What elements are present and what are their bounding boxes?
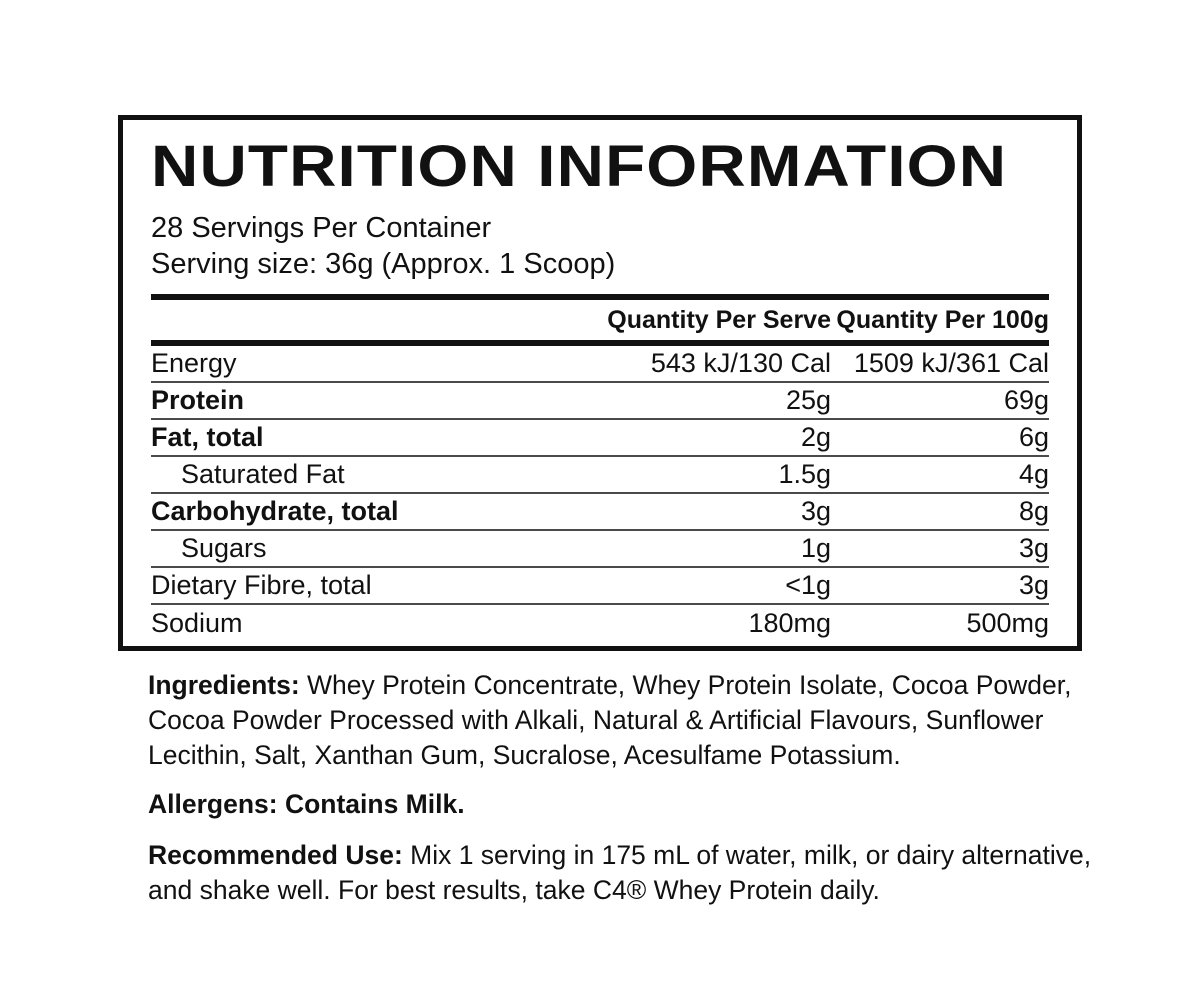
allergens-heading: Allergens: — [148, 789, 278, 819]
header-per-100g: Quantity Per 100g — [836, 305, 1049, 334]
table-row — [151, 457, 1049, 494]
table-row — [151, 568, 1049, 605]
nutrient-label: Sodium — [151, 608, 243, 638]
nutrient-label: Carbohydrate, total — [151, 496, 399, 526]
allergens-text: Contains Milk. — [277, 789, 465, 819]
ingredients-text: Whey Protein Concentrate, Whey Protein Isolate, Cocoa Powder, Cocoa Powder Processed with Alkali, Natural & Artificial Flavours, Sunflower Lecithin, Salt, Xanthan Gum, Sucralose, Acesulfame Potassium. — [148, 670, 1072, 770]
panel-title: NUTRITION INFORMATION — [151, 134, 1008, 199]
table-row — [151, 494, 1049, 531]
nutrient-table — [151, 346, 1049, 642]
per-serve-value: <1g — [785, 570, 831, 600]
per-serve-value: 3g — [800, 496, 831, 526]
nutrient-label: Protein — [151, 385, 245, 415]
per-serve-value: 180mg — [748, 608, 831, 638]
per-100g-value: 69g — [1003, 385, 1049, 415]
servings-per-container: 28 Servings Per Container — [151, 212, 492, 244]
table-row — [151, 531, 1049, 568]
per-serve-value: 543 kJ/130 Cal — [650, 348, 831, 378]
table-row — [151, 420, 1049, 457]
nutrient-label: Sugars — [181, 533, 267, 563]
allergens-paragraph — [148, 789, 1093, 819]
nutrition-panel — [118, 115, 1082, 651]
table-header — [151, 300, 1049, 340]
per-serve-value: 1g — [800, 533, 831, 563]
per-serve-value: 1.5g — [778, 459, 831, 489]
recommended-use-paragraph — [148, 838, 1093, 908]
per-100g-value: 6g — [1018, 422, 1049, 452]
nutrient-label: Dietary Fibre, total — [151, 570, 372, 600]
recommended-use-text: Mix 1 serving in 175 mL of water, milk, or dairy alternative, and shake well. For best results, take C4® Whey Protein daily. — [148, 840, 1092, 905]
ingredients-paragraph — [148, 668, 1093, 773]
per-100g-value: 500mg — [966, 608, 1049, 638]
per-serve-value: 2g — [800, 422, 831, 452]
nutrient-label: Energy — [151, 348, 237, 378]
table-row — [151, 605, 1049, 642]
label-footnotes — [148, 668, 1093, 908]
per-100g-value: 3g — [1018, 533, 1049, 563]
header-per-serve: Quantity Per Serve — [607, 305, 831, 334]
recommended-use-heading: Recommended Use: — [148, 840, 403, 870]
nutrient-label: Fat, total — [151, 422, 264, 452]
per-serve-value: 25g — [785, 385, 831, 415]
table-row — [151, 383, 1049, 420]
nutrient-label: Saturated Fat — [181, 459, 345, 489]
per-100g-value: 1509 kJ/361 Cal — [853, 348, 1049, 378]
table-row — [151, 346, 1049, 383]
per-100g-value: 3g — [1018, 570, 1049, 600]
per-100g-value: 4g — [1018, 459, 1049, 489]
per-100g-value: 8g — [1018, 496, 1049, 526]
serving-size: Serving size: 36g (Approx. 1 Scoop) — [151, 248, 616, 280]
serving-info — [151, 210, 1049, 282]
ingredients-heading: Ingredients: — [148, 670, 300, 700]
